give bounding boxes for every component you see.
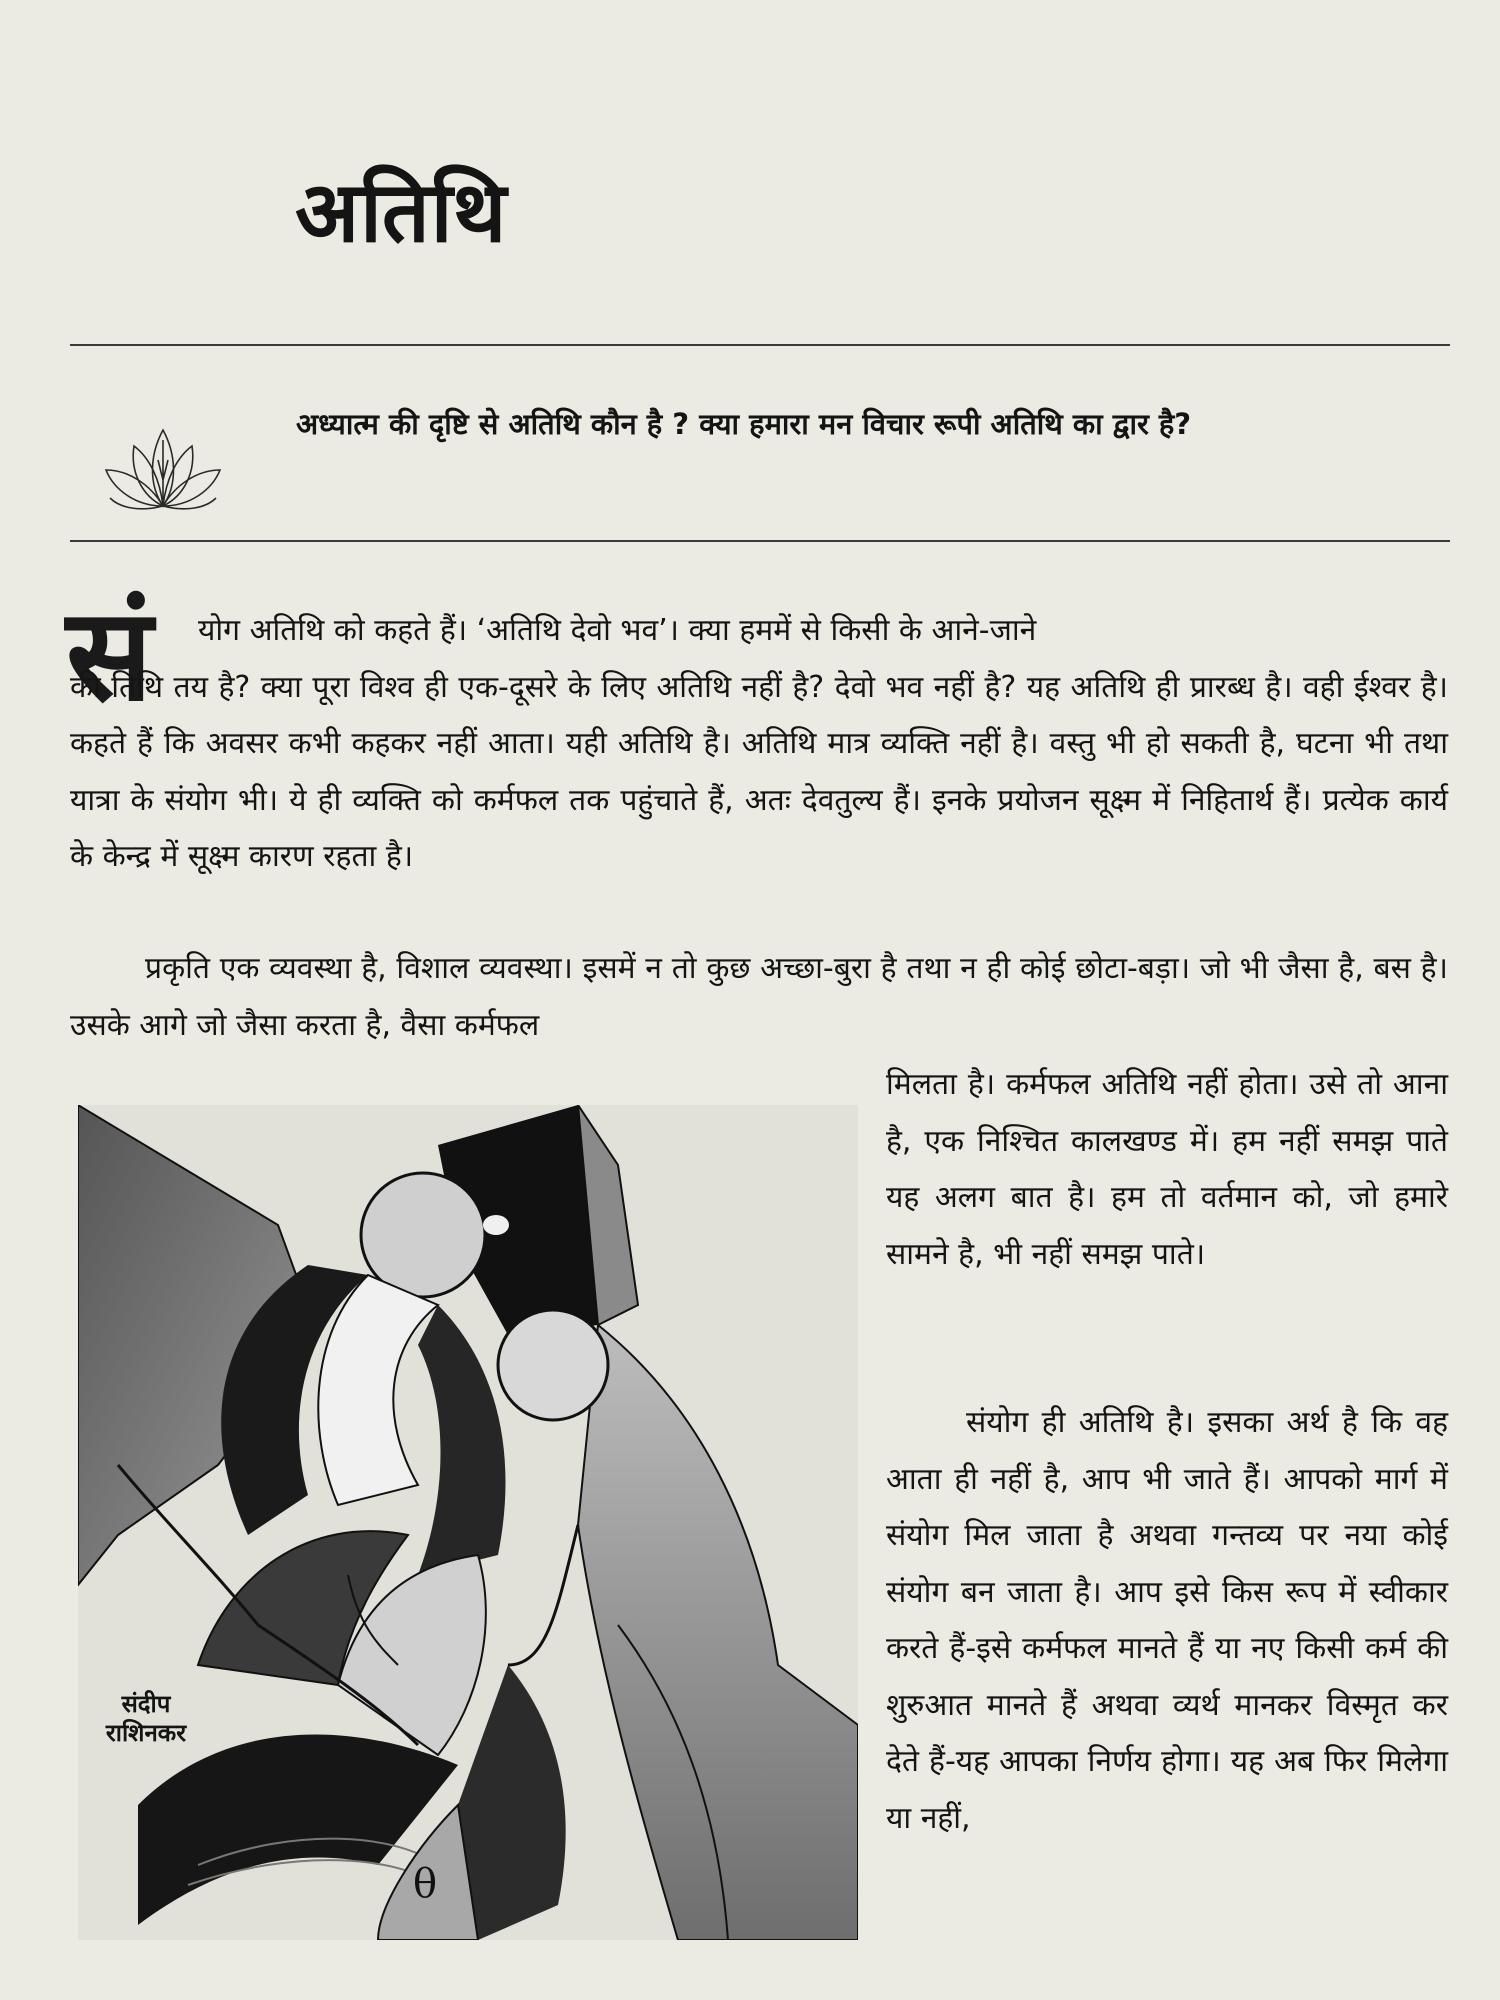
top-divider bbox=[70, 344, 1450, 346]
drop-cap: सं bbox=[66, 581, 153, 730]
signature-line-2: राशिनकर bbox=[105, 1717, 187, 1747]
paragraph-2: प्रकृति एक व्यवस्था है, विशाल व्यवस्था। इसमें न तो कुछ अच्छा-बुरा है तथा न ही कोई छोटा-बड़ा। जो भी जैसा है, बस है। उसके आगे जो जैसा करता है, वैसा कर्मफल bbox=[70, 951, 1448, 1043]
paragraph-3: संयोग ही अतिथि है। इसका अर्थ है कि वह आता ही नहीं है, आप भी जाते हैं। आपको मार्ग में संयोग मिल जाता है अथवा गन्तव्य पर नया कोई संयोग बन जाता है। आप इसे किस रूप में स्वीकार करते हैं-इसे कर्मफल मानते हैं या नए किसी कर्म की शुरुआत मानते हैं अथवा व्यर्थ मानकर विस्मृत कर देते हैं-यह आपका निर्णय होगा। यह अब फिर मिलेगा या नहीं, bbox=[886, 1405, 1448, 1836]
paragraph-1-body: की तिथि तय है? क्या पूरा विश्व ही एक-दूसरे के लिए अतिथि नहीं है? देवो भव नहीं है? यह अतिथि ही प्रारब्ध है। वही ईश्वर है। कहते हैं कि अवसर कभी कहकर नहीं आता। यही अतिथि है। अतिथि मात्र व्यक्ति नहीं है। वस्तु भी हो सकती है, घटना भी तथा यात्रा के संयोग भी। ये ही व्यक्ति को कर्मफल तक पहुंचाते हैं, अतः देवतुल्य हैं। इनके प्रयोजन सूक्ष्म में निहितार्थ हैं। प्रत्येक कार्य के केन्द्र में सूक्ष्म कारण रहता है। bbox=[70, 669, 1448, 874]
artist-signature bbox=[76, 1690, 216, 1748]
signature-line-1: संदीप bbox=[121, 1689, 171, 1718]
lotus-icon bbox=[100, 420, 226, 516]
paragraph-2-continued: मिलता है। कर्मफल अतिथि नहीं होता। उसे तो आना है, एक निश्चित कालखण्ड में। हम नहीं समझ पाते यह अलग बात है। हम तो वर्तमान को, जो हमारे सामने है, भी नहीं समझ पाते। bbox=[886, 1067, 1448, 1272]
intro-question: अध्यात्म की दृष्टि से अतिथि कौन है ? क्या हमारा मन विचार रूपी अतिथि का द्वार है? bbox=[296, 407, 1192, 441]
bottom-divider bbox=[70, 540, 1450, 542]
paragraph-1-first-line: योग अतिथि को कहते हैं। ‘अतिथि देवो भव’। क्या हममें से किसी के आने-जाने bbox=[198, 613, 1037, 648]
article-title: अतिथि bbox=[295, 163, 508, 261]
svg-text:θ: θ bbox=[413, 1861, 438, 1907]
paragraph-1 bbox=[70, 603, 1448, 886]
abstract-ink-drawing-icon bbox=[78, 1105, 858, 1940]
